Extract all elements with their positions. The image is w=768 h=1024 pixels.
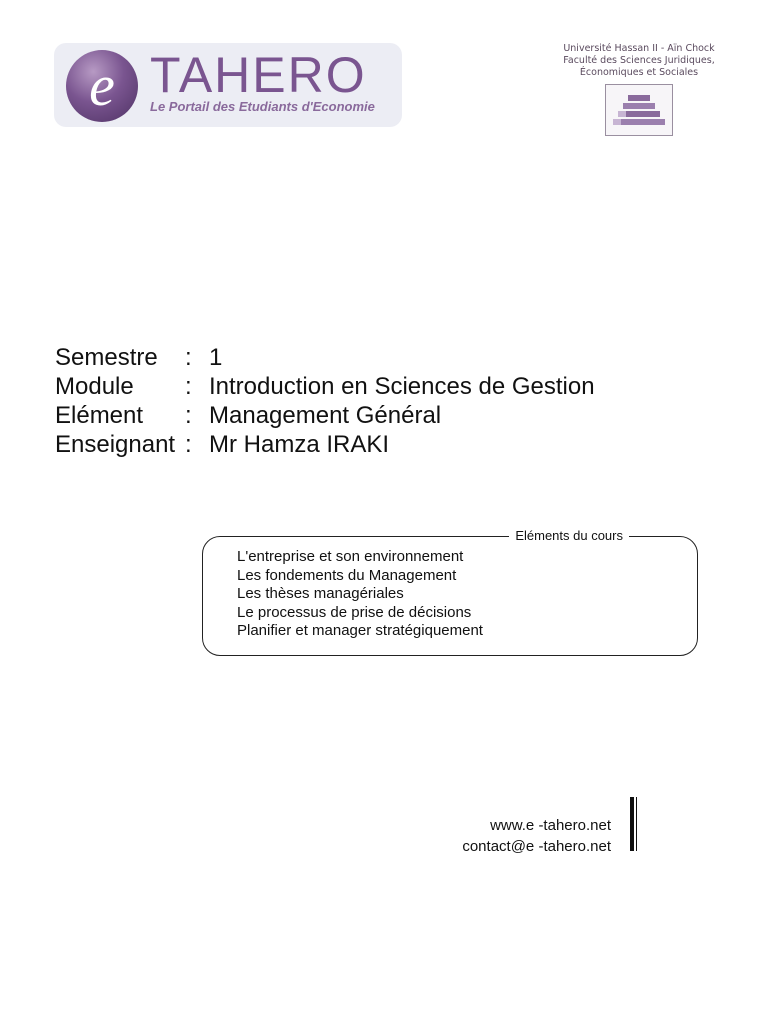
contact-block [400, 815, 611, 857]
course-elements-box [202, 528, 698, 656]
university-line: Économiques et Sociales [579, 67, 699, 78]
course-element-item: L'entreprise et son environnement [237, 548, 464, 565]
info-row-module [55, 372, 595, 401]
etahero-logo [54, 43, 402, 127]
email-link[interactable]: contact@e -tahero.net [462, 838, 611, 855]
info-value: 1 [209, 344, 223, 371]
course-elements-legend: Eléments du cours [509, 528, 629, 544]
info-colon: : [185, 373, 192, 400]
vertical-rule [636, 797, 637, 851]
info-colon: : [185, 344, 192, 371]
university-header [548, 43, 730, 136]
course-element-item: Planifier et manager stratégiquement [237, 622, 483, 639]
info-value: Introduction en Sciences de Gestion [209, 373, 595, 400]
university-line: Faculté des Sciences Juridiques, [563, 55, 715, 66]
info-label: Module [55, 373, 134, 400]
course-element-item: Le processus de prise de décisions [237, 603, 472, 621]
stepped-pyramid-emblem-icon [605, 84, 673, 136]
info-colon: : [185, 431, 192, 458]
website-link[interactable]: www.e -tahero.net [490, 817, 611, 834]
info-label: Elément [55, 402, 144, 429]
course-element-item: Les fondements du Management [237, 566, 457, 584]
info-label: Enseignant [55, 431, 176, 458]
vertical-rule [630, 797, 634, 851]
info-row-enseignant [55, 430, 595, 459]
info-colon: : [185, 402, 192, 429]
logo-name: TAHERO [150, 47, 367, 103]
course-element-item: Les thèses managériales [237, 585, 404, 602]
info-value: Mr Hamza IRAKI [209, 431, 390, 458]
info-label: Semestre [55, 344, 158, 371]
logo-e-emblem: e [66, 50, 138, 122]
course-elements-list [237, 548, 483, 641]
info-row-element [55, 401, 595, 430]
university-line: Université Hassan II - Aïn Chock [563, 43, 715, 54]
info-value: Management Général [209, 402, 442, 429]
course-info [55, 343, 595, 459]
logo-tagline: Le Portail des Etudiants d'Economie [150, 99, 375, 114]
info-row-semestre [55, 343, 595, 372]
